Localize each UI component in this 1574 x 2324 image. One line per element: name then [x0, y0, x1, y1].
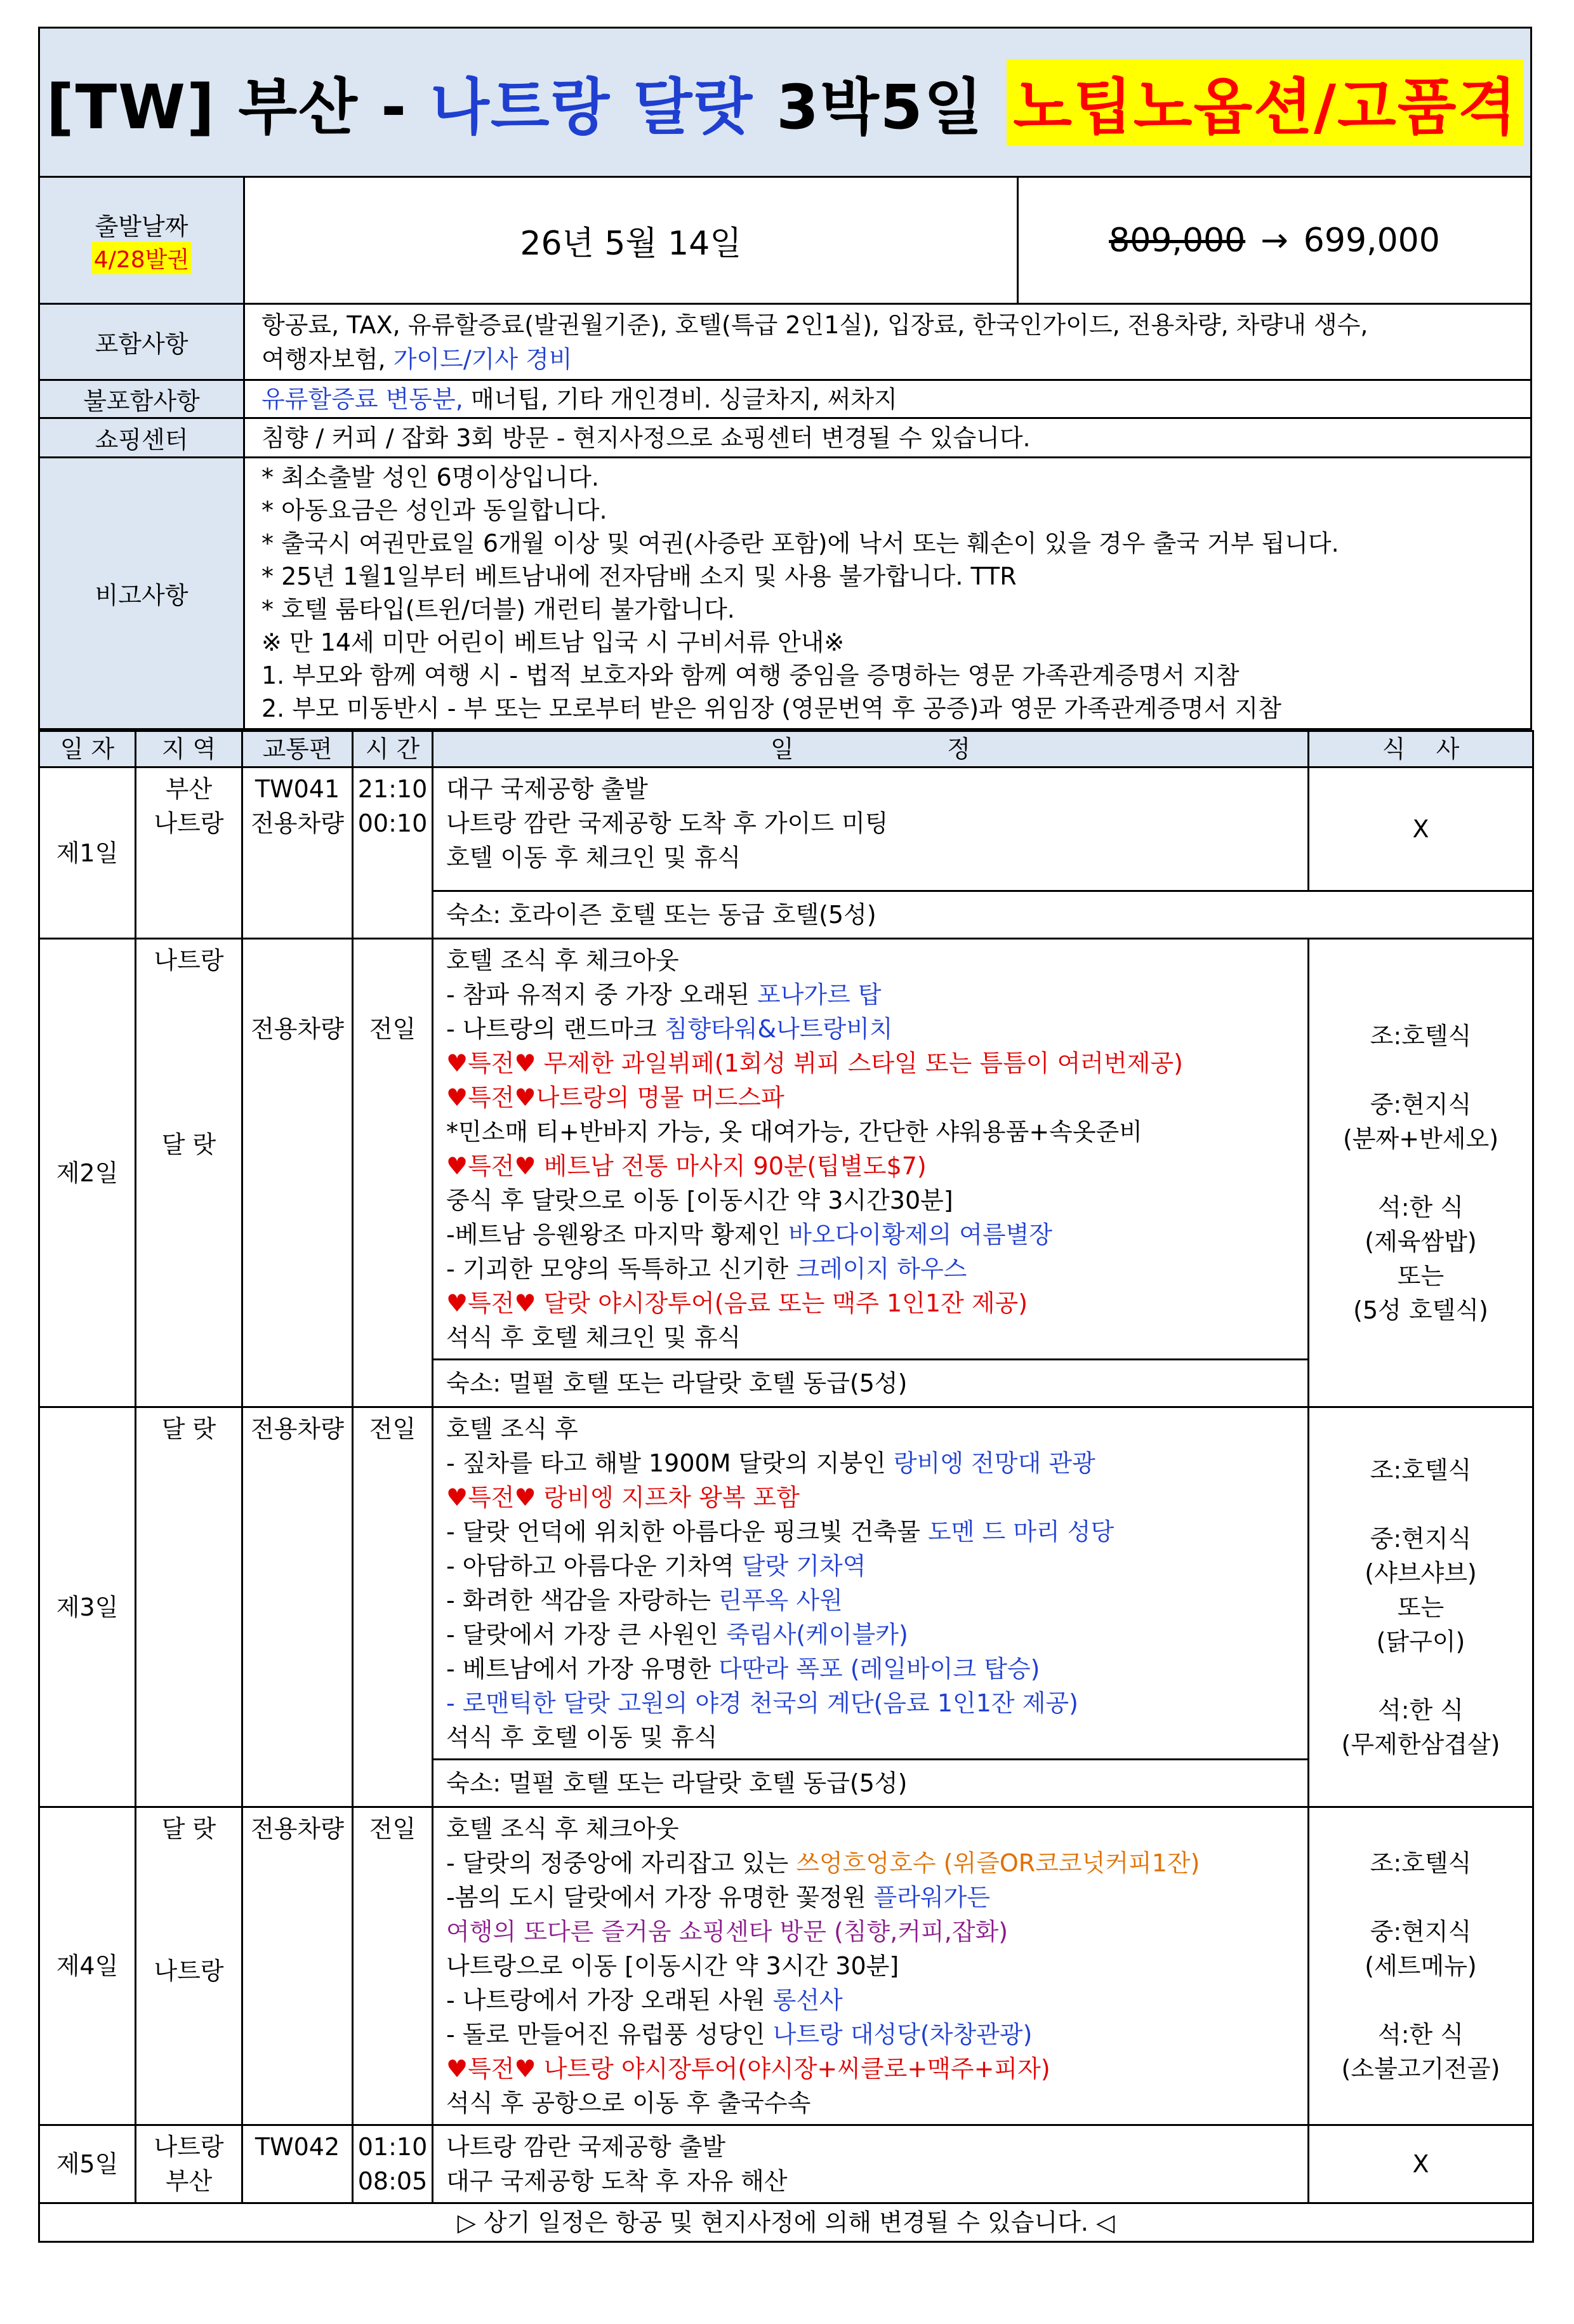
page-title [38, 27, 1532, 178]
shopping-text: 침향 / 커피 / 잡화 3회 방문 - 현지사정으로 쇼핑센터 변경될 수 있습니다. [261, 423, 1031, 452]
day5-meal: X [1309, 2125, 1533, 2203]
day3-hotel: 숙소: 멀펄 호텔 또는 라달랏 호텔 동급(5성) [433, 1760, 1309, 1807]
day2-schedule: 호텔 조식 후 체크아웃 - 참파 유적지 중 가장 오래된 포나가르 탑 - 나트랑의 랜드마크 침향타워&나트랑비치 ♥특전♥ 무제한 과일뷔페(1회성 뷔피 스타일 또는 틈틈이 여러번제공) ♥특전♥나트랑의 명물 머드스파 *민소매 티+반바지 가능, 옷 대여가능, 간단한 샤워용품+속옷준비 ♥특전♥ 베트남 전통 마사지 90분(팁별도$7) 중식 후 달랏으로 이동 [이동시간 약 3시간30분] -베트남 응웬왕조 마지막 황제인 바오다이황제의 여름별장 - 기괴한 모양의 독특하고 신기한 크레이지 하우스 ♥특전♥ 달랏 야시장투어(음료 또는 맥주 1인1잔 제공) 석식 후 호텔 체크인 및 휴식 [433, 939, 1309, 1360]
day3-schedule: 호텔 조식 후 - 짚차를 타고 해발 1900M 달랏의 지붕인 랑비엥 전망대 관광 ♥특전♥ 랑비엥 지프차 왕복 포함 - 달랏 언덕에 위치한 아름다운 핑크빛 건축물 도멘 드 마리 성당 - 아담하고 아름다운 기차역 달랏 기차역 - 화려한 색감을 자랑하는 린푸옥 사원 - 달랏에서 가장 큰 사원인 죽림사(케이블카) - 베트남에서 가장 유명한 다딴라 폭포 (레일바이크 탑승) - 로맨틱한 달랏 고원의 야경 천국의 계단(음료 1인1잔 제공) 석식 후 호텔 이동 및 휴식 [433, 1407, 1309, 1760]
table-row [39, 1407, 1533, 1760]
day2-meal: 조:호텔식 중:현지식 (분짜+반세오) 석:한 식 (제육쌈밥) 또는 (5성 호텔식) [1309, 939, 1533, 1407]
schedule-table [38, 730, 1534, 2243]
included-line1: 항공료, TAX, 유류할증료(발권월기준), 호텔(특급 2인1실), 입장료, 한국인가이드, 전용차량, 차량내 생수, [261, 310, 1368, 339]
col-schedule: 일 정 [433, 731, 1309, 767]
day1-schedule: 대구 국제공항 출발 나트랑 깜란 국제공항 도착 후 가이드 미팅 호텔 이동 후 체크인 및 휴식 [433, 767, 1309, 891]
heart-icon: ♥ [514, 2055, 536, 2083]
remark-line: 1. 부모와 함께 여행 시 - 법적 보호자와 함께 여행 중임을 증명하는 영문 가족관계증명서 지참 [261, 661, 1240, 689]
remark-line: ※ 만 14세 미만 어린이 베트남 입국 시 구비서류 안내※ [261, 628, 845, 656]
old-price: 809,000 [1109, 221, 1246, 260]
included-row [38, 305, 1532, 381]
day1-hotel: 숙소: 호라이즌 호텔 또는 동급 호텔(5성) [433, 891, 1533, 939]
departure-label: 출발날짜 [95, 212, 188, 241]
price-arrow: → [1260, 221, 1288, 260]
heart-icon: ♥ [514, 1049, 536, 1077]
day1-label: 제1일 [39, 767, 136, 939]
col-meal: 식 사 [1309, 731, 1533, 767]
day2-hotel: 숙소: 멀펄 호텔 또는 라달랏 호텔 동급(5성) [433, 1360, 1309, 1407]
day4-label: 제4일 [39, 1807, 136, 2125]
remark-line: * 출국시 여권만료일 6개월 이상 및 여권(사증란 포함)에 낙서 또는 훼손이 있을 경우 출국 거부 됩니다. [261, 529, 1339, 557]
table-row [39, 1807, 1533, 2125]
day5-label: 제5일 [39, 2125, 136, 2203]
heart-icon: ♥ [446, 1484, 468, 1511]
issue-note: 4/28발권 [91, 242, 192, 274]
day1-region: 부산 나트랑 [136, 767, 242, 939]
col-region: 지 역 [136, 731, 242, 767]
day4-meal: 조:호텔식 중:현지식 (세트메뉴) 석:한 식 (소불고기전골) [1309, 1807, 1533, 2125]
table-row [39, 2125, 1533, 2203]
included-label: 포함사항 [95, 330, 188, 358]
remark-line: * 호텔 룸타입(트윈/더블) 개런티 불가합니다. [261, 595, 735, 623]
excluded-rest: 매너팁, 기타 개인경비. 싱글차지, 써차지 [470, 385, 897, 413]
title-highlight: 노팁노옵션/고품격 [1007, 59, 1524, 146]
remark-line: * 25년 1월1일부터 베트남내에 전자담배 소지 및 사용 불가합니다. TTR [261, 562, 1017, 590]
day3-meal: 조:호텔식 중:현지식 (샤브샤브) 또는 (닭구이) 석:한 식 (무제한삼겹살) [1309, 1407, 1533, 1807]
day4-transport: 전용차량 [242, 1807, 353, 2125]
day3-time: 전일 [353, 1407, 433, 1807]
day1-transport: TW041 전용차량 [242, 767, 353, 939]
heart-icon: ♥ [514, 1484, 536, 1511]
table-header-row [39, 731, 1533, 767]
table-row [39, 939, 1533, 1360]
departure-label-cell [40, 178, 245, 303]
heart-icon: ♥ [446, 1152, 468, 1180]
price [1019, 178, 1530, 303]
heart-icon: ♥ [514, 1084, 536, 1112]
new-price: 699,000 [1303, 221, 1440, 260]
shopping-row [38, 419, 1532, 458]
heart-icon: ♥ [446, 1084, 468, 1112]
col-day: 일 자 [39, 731, 136, 767]
heart-icon: ♥ [514, 1289, 536, 1317]
table-footer-row [39, 2203, 1533, 2242]
day5-time: 01:10 08:05 [353, 2125, 433, 2203]
heart-icon: ♥ [446, 1289, 468, 1317]
title-destination: 나트랑 달랏 [430, 71, 754, 143]
shopping-label: 쇼핑센터 [95, 426, 188, 454]
table-row [39, 767, 1533, 891]
included-line2b: 가이드/기사 경비 [393, 345, 572, 373]
heart-icon: ♥ [446, 1049, 468, 1077]
day5-region: 나트랑 부산 [136, 2125, 242, 2203]
day1-time: 21:10 00:10 [353, 767, 433, 939]
col-time: 시 간 [353, 731, 433, 767]
itinerary-sheet [38, 27, 1536, 2287]
departure-date: 26년 5월 14일 [245, 178, 1019, 303]
day5-transport: TW042 [242, 2125, 353, 2203]
remark-line: * 최소출발 성인 6명이상입니다. [261, 463, 599, 491]
excluded-blue: 유류할증료 변동분, [261, 385, 463, 413]
day3-label: 제3일 [39, 1407, 136, 1807]
day4-time: 전일 [353, 1807, 433, 2125]
day2-label: 제2일 [39, 939, 136, 1407]
day3-region: 달 랏 [136, 1407, 242, 1807]
heart-icon: ♥ [514, 1152, 536, 1180]
remarks-label: 비고사항 [95, 581, 188, 609]
title-duration: 3박5일 [776, 71, 984, 143]
footer-note: ▷ 상기 일정은 항공 및 현지사정에 의해 변경될 수 있습니다. ◁ [39, 2203, 1533, 2242]
day2-region: 나트랑 달 랏 [136, 939, 242, 1407]
remark-line: * 아동요금은 성인과 동일합니다. [261, 496, 607, 524]
remarks-row [38, 458, 1532, 730]
excluded-label: 불포함사항 [83, 387, 200, 415]
heart-icon: ♥ [446, 2055, 468, 2083]
excluded-row [38, 381, 1532, 419]
day4-schedule: 호텔 조식 후 체크아웃 - 달랏의 정중앙에 자리잡고 있는 쓰엉흐엉호수 (위즐OR코코넛커피1잔) -봄의 도시 달랏에서 가장 유명한 꽃정원 플라워가든 여행의 또다른 즐거움 쇼핑센타 방문 (침향,커피,잡화) 나트랑으로 이동 [이동시간 약 3시간 30분] - 나트랑에서 가장 오래된 사원 롱선사 - 돌로 만들어진 유럽풍 성당인 나트랑 대성당(차창관광) ♥특전♥ 나트랑 야시장투어(야시장+씨클로+맥주+피자) 석식 후 공항으로 이동 후 출국수속 [433, 1807, 1309, 2125]
day4-region: 달 랏 나트랑 [136, 1807, 242, 2125]
day2-transport: 전용차량 [242, 939, 353, 1407]
day2-time: 전일 [353, 939, 433, 1407]
col-transport: 교통편 [242, 731, 353, 767]
title-prefix: [TW] 부산 - [46, 71, 408, 143]
remark-line: 2. 부모 미동반시 - 부 또는 모로부터 받은 위임장 (영문번역 후 공증)과 영문 가족관계증명서 지참 [261, 694, 1281, 722]
day5-schedule: 나트랑 깜란 국제공항 출발 대구 국제공항 도착 후 자유 해산 [433, 2125, 1309, 2203]
included-line2a: 여행자보험, [261, 345, 386, 373]
departure-row [38, 178, 1532, 305]
day1-meal: X [1309, 767, 1533, 891]
day3-transport: 전용차량 [242, 1407, 353, 1807]
